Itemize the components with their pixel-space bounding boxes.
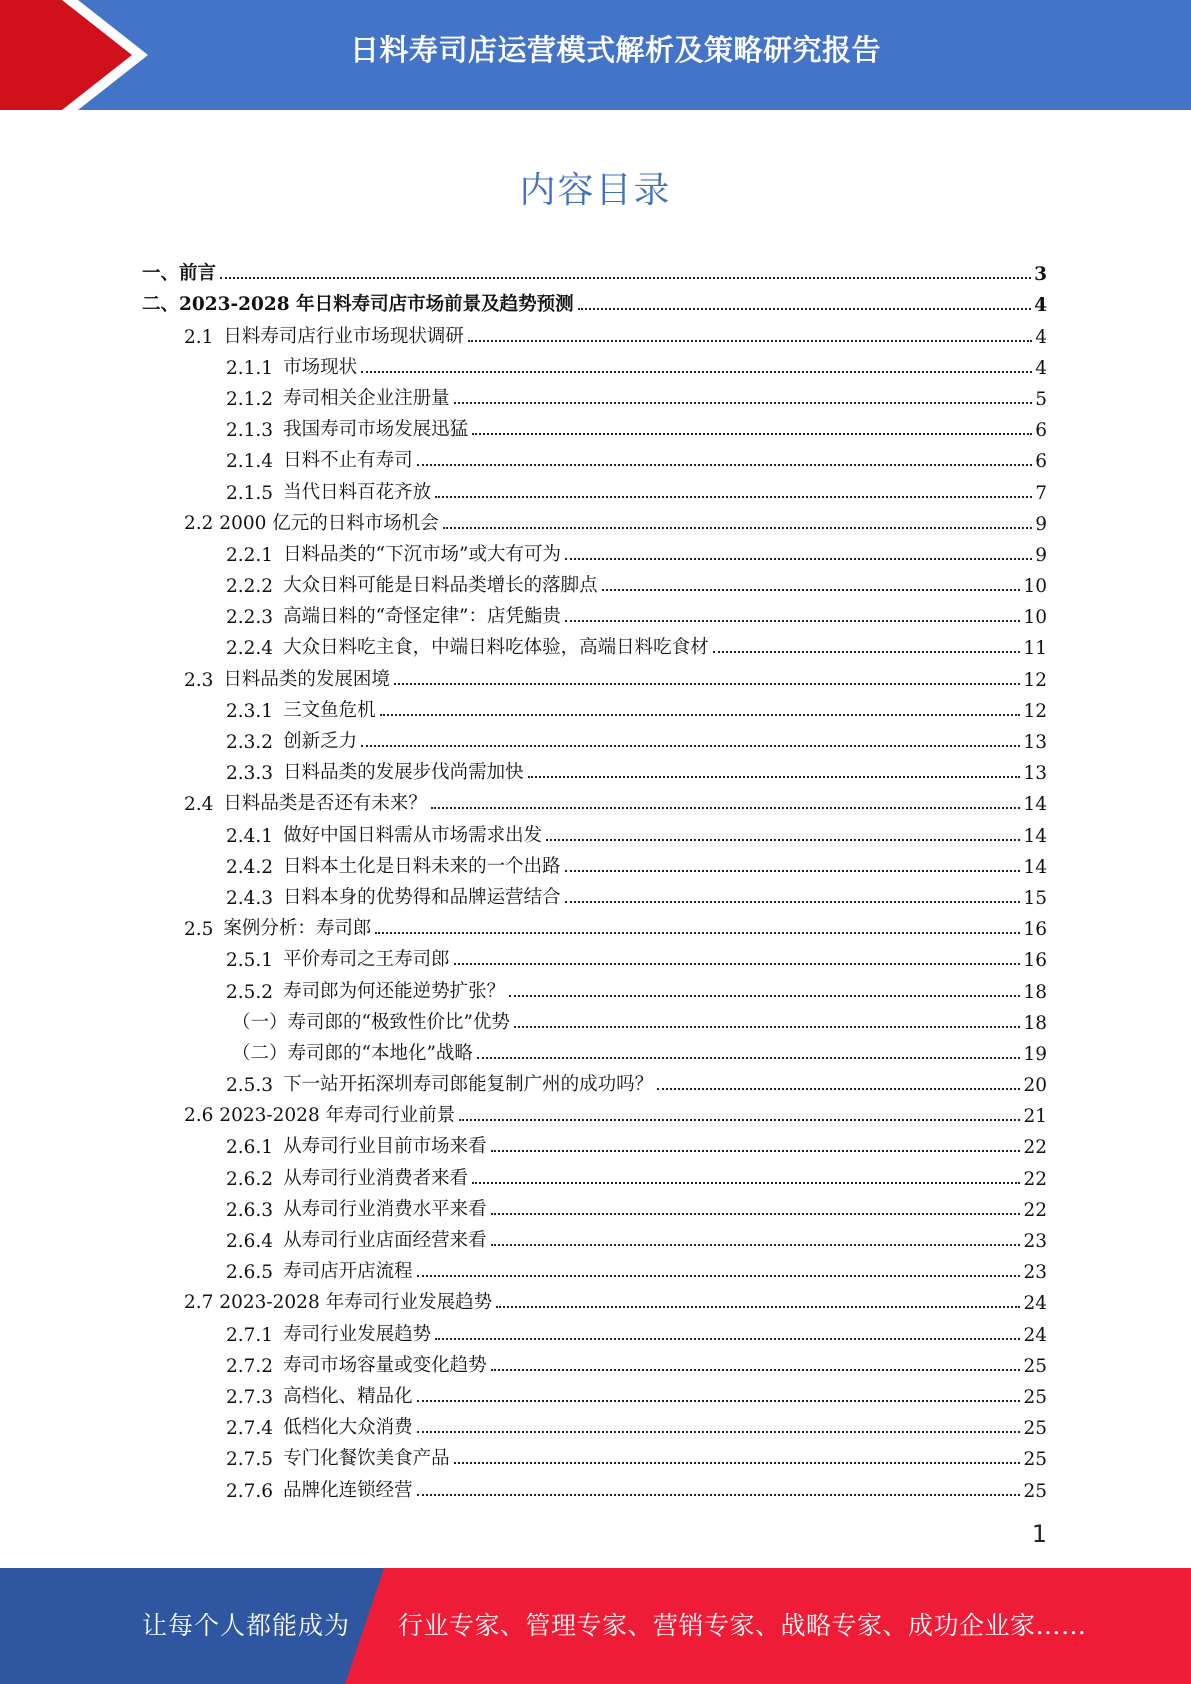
toc-dot-leader — [361, 371, 1032, 373]
toc-entry-label: 寿司郎为何还能逆势扩张？ — [283, 980, 506, 1002]
toc-entry-label: 2.7 2023-2028 年寿司行业发展趋势 — [184, 1292, 493, 1314]
toc-dot-leader — [417, 1431, 1021, 1433]
toc-entry[interactable] — [0, 285, 1191, 316]
toc-dot-leader — [491, 1369, 1021, 1371]
toc-entry-page: 22 — [1023, 1168, 1047, 1190]
toc-entry-page: 3 — [1034, 264, 1047, 286]
toc-entry-number: 2.5 — [184, 919, 214, 941]
toc-entry-label: 从寿司行业消费水平来看 — [283, 1198, 487, 1220]
toc-entry-page: 7 — [1035, 482, 1047, 504]
toc-dot-leader — [417, 1494, 1021, 1496]
toc-entry-page: 25 — [1023, 1355, 1047, 1377]
toc-dot-leader — [380, 714, 1021, 716]
toc-entry-number: 2.4.2 — [226, 856, 274, 878]
toc-entry-label: 寿司市场容量或变化趋势 — [283, 1354, 487, 1376]
toc-entry[interactable] — [0, 566, 1191, 597]
toc-entry-label: 品牌化连锁经营 — [283, 1479, 413, 1501]
toc-dot-leader — [454, 963, 1021, 965]
toc-dot-leader — [435, 496, 1032, 498]
toc-entry-label: 日料本土化是日料未来的一个出路 — [283, 855, 561, 877]
toc-entry[interactable] — [0, 753, 1191, 784]
toc-entry-number: 2.4.3 — [226, 887, 274, 909]
toc-dot-leader — [454, 402, 1033, 404]
toc-entry-label: 专门化餐饮美食产品 — [283, 1448, 450, 1470]
toc-dot-leader — [657, 1088, 1020, 1090]
toc-entry-page: 25 — [1023, 1449, 1047, 1471]
toc-entry-number: 2.3.3 — [226, 763, 274, 785]
toc-entry-number: 2.2.1 — [226, 544, 274, 566]
toc-entry-label: 日料不止有寿司 — [283, 450, 413, 472]
toc-dot-leader — [459, 1119, 1020, 1121]
toc-entry-label: 创新乏力 — [283, 731, 358, 752]
toc-entry-page: 16 — [1023, 919, 1047, 941]
toc-entry-page: 14 — [1023, 856, 1047, 878]
toc-entry[interactable] — [0, 1283, 1191, 1314]
toc-entry-label: （二）寿司郎的“本地化”战略 — [232, 1042, 473, 1064]
toc-entry-label: 平价寿司之王寿司郎 — [283, 949, 450, 971]
toc-entry-label: 日料本身的优势得和品牌运营结合 — [283, 886, 561, 908]
toc-entry-label: 高端日料的“奇怪定律”：店凭鮨贵 — [283, 606, 561, 628]
toc-entry[interactable] — [0, 504, 1191, 535]
toc-entry-page: 15 — [1023, 887, 1047, 909]
toc-entry[interactable] — [0, 1408, 1191, 1439]
toc-entry[interactable] — [0, 1065, 1191, 1096]
toc-dot-leader — [713, 651, 1021, 653]
toc-dot-leader — [220, 277, 1031, 279]
toc-entry-page: 13 — [1023, 732, 1047, 753]
toc-dot-leader — [417, 464, 1033, 466]
toc-dot-leader — [546, 839, 1020, 841]
toc-entry-page: 10 — [1023, 576, 1047, 598]
toc-dot-leader — [565, 870, 1021, 872]
toc-entry[interactable] — [0, 1314, 1191, 1345]
toc-entry-label: 大众日料可能是日料品类增长的落脚点 — [283, 575, 598, 597]
toc-entry[interactable] — [0, 597, 1191, 628]
toc-dot-leader — [472, 433, 1032, 435]
toc-dot-leader — [565, 558, 1032, 560]
toc-entry-page: 23 — [1023, 1231, 1047, 1252]
toc-entry[interactable] — [0, 535, 1191, 566]
toc-entry[interactable] — [0, 940, 1191, 971]
toc-dot-leader — [417, 1400, 1021, 1402]
toc-entry-page: 22 — [1023, 1137, 1047, 1159]
toc-entry[interactable] — [0, 1003, 1191, 1034]
toc-entry[interactable] — [0, 1439, 1191, 1470]
toc-entry-page: 22 — [1023, 1199, 1047, 1221]
toc-dot-leader — [477, 1057, 1021, 1059]
toc-entry-page: 4 — [1034, 295, 1047, 317]
toc-dot-leader — [435, 1338, 1020, 1340]
toc-entry-page: 16 — [1023, 950, 1047, 972]
toc-entry[interactable] — [0, 1346, 1191, 1377]
toc-entry-page: 9 — [1035, 513, 1047, 535]
toc-entry-page: 5 — [1035, 388, 1047, 410]
toc-entry-number: 2.7.4 — [226, 1418, 274, 1440]
toc-entry[interactable] — [0, 909, 1191, 940]
toc-entry[interactable] — [0, 1158, 1191, 1189]
toc-dot-leader — [578, 308, 1032, 310]
toc-entry-label: 三文鱼危机 — [283, 699, 376, 721]
toc-entry-number: 2.1.2 — [226, 388, 274, 410]
toc-entry-label: 日料品类的“下沉市场”或大有可为 — [283, 543, 561, 565]
toc-entry-number: 2.6.1 — [226, 1137, 274, 1159]
toc-entry[interactable] — [0, 1190, 1191, 1221]
toc-entry-page: 12 — [1023, 669, 1047, 691]
toc-entry-page: 14 — [1023, 794, 1047, 816]
toc-entry-label: 当代日料百花齐放 — [283, 481, 432, 503]
toc-entry-page: 25 — [1023, 1386, 1047, 1408]
toc-entry-page: 14 — [1023, 825, 1047, 847]
toc-entry-number: 2.1.3 — [226, 420, 274, 442]
toc-entry-label: 大众日料吃主食，中端日料吃体验，高端日料吃食材 — [283, 637, 709, 659]
toc-entry[interactable] — [0, 348, 1191, 379]
toc-dot-leader — [443, 527, 1032, 529]
toc-entry-label: 低档化大众消费 — [283, 1417, 413, 1439]
toc-entry[interactable] — [0, 410, 1191, 441]
toc-entry-page: 24 — [1023, 1324, 1047, 1346]
report-header — [0, 0, 1191, 110]
toc-entry[interactable] — [0, 441, 1191, 472]
toc-entry-number: 2.7.5 — [226, 1449, 274, 1471]
toc-entry[interactable] — [0, 472, 1191, 503]
toc-entry[interactable] — [0, 316, 1191, 347]
toc-entry[interactable] — [0, 254, 1191, 285]
toc-entry-label: 从寿司行业消费者来看 — [283, 1167, 469, 1189]
toc-entry-page: 21 — [1023, 1106, 1047, 1128]
toc-entry-number: 2.3 — [184, 669, 214, 691]
toc-entry-page: 18 — [1023, 981, 1047, 1003]
toc-entry-label: 寿司行业发展趋势 — [283, 1323, 432, 1345]
toc-entry[interactable] — [0, 691, 1191, 722]
toc-entry[interactable] — [0, 1252, 1191, 1283]
toc-entry[interactable] — [0, 784, 1191, 815]
table-of-contents — [0, 254, 1191, 1502]
toc-entry[interactable] — [0, 659, 1191, 690]
toc-entry-label: 2.6 2023-2028 年寿司行业前景 — [184, 1105, 456, 1127]
toc-entry[interactable] — [0, 815, 1191, 846]
toc-entry[interactable] — [0, 1034, 1191, 1065]
toc-entry-page: 4 — [1035, 357, 1047, 379]
toc-entry-number: 2.5.2 — [226, 981, 274, 1003]
toc-entry[interactable] — [0, 379, 1191, 410]
toc-dot-leader — [417, 1275, 1021, 1277]
toc-entry-page: 10 — [1023, 607, 1047, 629]
toc-entry-page: 4 — [1035, 326, 1047, 348]
toc-dot-leader — [472, 1182, 1020, 1184]
toc-dot-leader — [602, 589, 1021, 591]
toc-entry-number: 2.6.4 — [226, 1231, 274, 1252]
toc-entry-number: 2.2.3 — [226, 607, 274, 629]
toc-entry-page: 18 — [1023, 1012, 1047, 1034]
toc-entry-number: 2.2.2 — [226, 576, 274, 598]
toc-entry-label: 日料寿司店行业市场现状调研 — [223, 325, 464, 347]
toc-entry-label: 一、前言 — [142, 263, 217, 285]
page-footer — [0, 1568, 1191, 1684]
toc-entry-label: 从寿司行业目前市场来看 — [283, 1136, 487, 1158]
toc-entry-page: 6 — [1035, 420, 1047, 442]
toc-heading: 内容目录 — [519, 170, 672, 211]
toc-entry-page: 12 — [1023, 700, 1047, 722]
toc-entry-number: 2.5.3 — [226, 1075, 274, 1097]
toc-entry-page: 20 — [1023, 1075, 1047, 1097]
toc-entry-number: 2.7.1 — [226, 1324, 274, 1346]
footer-slogan-right: 行业专家、管理专家、营销专家、战略专家、成功企业家…… — [398, 1611, 1087, 1640]
toc-entry-page: 25 — [1023, 1418, 1047, 1440]
toc-entry-page: 24 — [1023, 1293, 1047, 1315]
toc-entry-label: 我国寿司市场发展迅猛 — [283, 419, 469, 441]
toc-entry-number: 2.5.1 — [226, 950, 274, 972]
toc-entry-label: 2.2 2000 亿元的日料市场机会 — [184, 512, 439, 534]
toc-entry[interactable] — [0, 628, 1191, 659]
toc-entry-number: 2.1.4 — [226, 451, 274, 473]
toc-entry-label: 寿司店开店流程 — [283, 1261, 413, 1283]
toc-entry-label: 日料品类的发展步伐尚需加快 — [283, 762, 524, 784]
toc-dot-leader — [361, 745, 1020, 747]
toc-entry[interactable] — [0, 1221, 1191, 1252]
toc-entry-page: 11 — [1023, 638, 1047, 660]
toc-entry[interactable] — [0, 1377, 1191, 1408]
toc-dot-leader — [496, 1306, 1020, 1308]
toc-entry-page: 25 — [1023, 1480, 1047, 1502]
toc-dot-leader — [491, 1244, 1021, 1246]
report-title: 日料寿司店运营模式解析及策略研究报告 — [349, 33, 881, 67]
toc-entry-number: 2.6.2 — [226, 1168, 274, 1190]
toc-dot-leader — [394, 683, 1021, 685]
toc-entry-page: 13 — [1023, 763, 1047, 785]
toc-entry-number: 2.7.3 — [226, 1386, 274, 1408]
toc-entry-label: 做好中国日料需从市场需求出发 — [283, 824, 543, 846]
toc-entry-label: 二、2023-2028 年日料寿司店市场前景及趋势预测 — [142, 294, 574, 316]
toc-entry-label: 高档化、精品化 — [283, 1385, 413, 1407]
toc-entry-page: 9 — [1035, 544, 1047, 566]
toc-entry[interactable] — [0, 1096, 1191, 1127]
toc-dot-leader — [509, 995, 1020, 997]
toc-dot-leader — [454, 1462, 1021, 1464]
toc-dot-leader — [375, 932, 1020, 934]
toc-entry-number: 2.1.1 — [226, 357, 274, 379]
toc-entry-number: 2.1 — [184, 326, 214, 348]
toc-dot-leader — [491, 1150, 1021, 1152]
toc-dot-leader — [468, 340, 1032, 342]
toc-dot-leader — [491, 1213, 1021, 1215]
toc-entry-number: 2.6.3 — [226, 1199, 274, 1221]
toc-entry-number: 2.3.2 — [226, 732, 274, 753]
toc-dot-leader — [565, 901, 1021, 903]
toc-entry-number: 2.3.1 — [226, 700, 274, 722]
toc-entry-number: 2.1.5 — [226, 482, 274, 504]
toc-entry[interactable] — [0, 1127, 1191, 1158]
toc-entry[interactable] — [0, 971, 1191, 1002]
footer-slogan-left: 让每个人都能成为 — [142, 1611, 351, 1640]
toc-entry-page: 6 — [1035, 451, 1047, 473]
toc-entry-number: 2.2.4 — [226, 638, 274, 660]
toc-entry-page: 23 — [1023, 1262, 1047, 1284]
toc-entry-label: 下一站开拓深圳寿司郎能复制广州的成功吗？ — [283, 1074, 654, 1096]
toc-entry-number: 2.7.2 — [226, 1355, 274, 1377]
toc-entry-number: 2.4.1 — [226, 825, 274, 847]
toc-entry-number: 2.6.5 — [226, 1262, 274, 1284]
toc-dot-leader — [514, 1026, 1021, 1028]
toc-entry[interactable] — [0, 847, 1191, 878]
page-number: 1 — [1031, 1520, 1047, 1548]
toc-entry-page: 19 — [1023, 1043, 1047, 1065]
toc-entry-label: 寿司相关企业注册量 — [283, 387, 450, 409]
toc-entry-label: 日料品类的发展困境 — [223, 668, 390, 690]
toc-entry[interactable] — [0, 878, 1191, 909]
toc-entry-label: 从寿司行业店面经营来看 — [283, 1230, 487, 1251]
toc-entry-label: 日料品类是否还有未来？ — [223, 793, 427, 815]
toc-entry-number: 2.4 — [184, 794, 214, 816]
toc-entry[interactable] — [0, 722, 1191, 753]
toc-dot-leader — [528, 776, 1021, 778]
toc-dot-leader — [431, 807, 1021, 809]
toc-dot-leader — [565, 620, 1020, 622]
toc-entry-label: （一）寿司郎的“极致性价比”优势 — [232, 1011, 510, 1033]
toc-entry-label: 市场现状 — [283, 356, 358, 378]
toc-entry-label: 案例分析：寿司郎 — [223, 918, 372, 940]
toc-entry[interactable] — [0, 1470, 1191, 1501]
toc-entry-number: 2.7.6 — [226, 1480, 274, 1502]
